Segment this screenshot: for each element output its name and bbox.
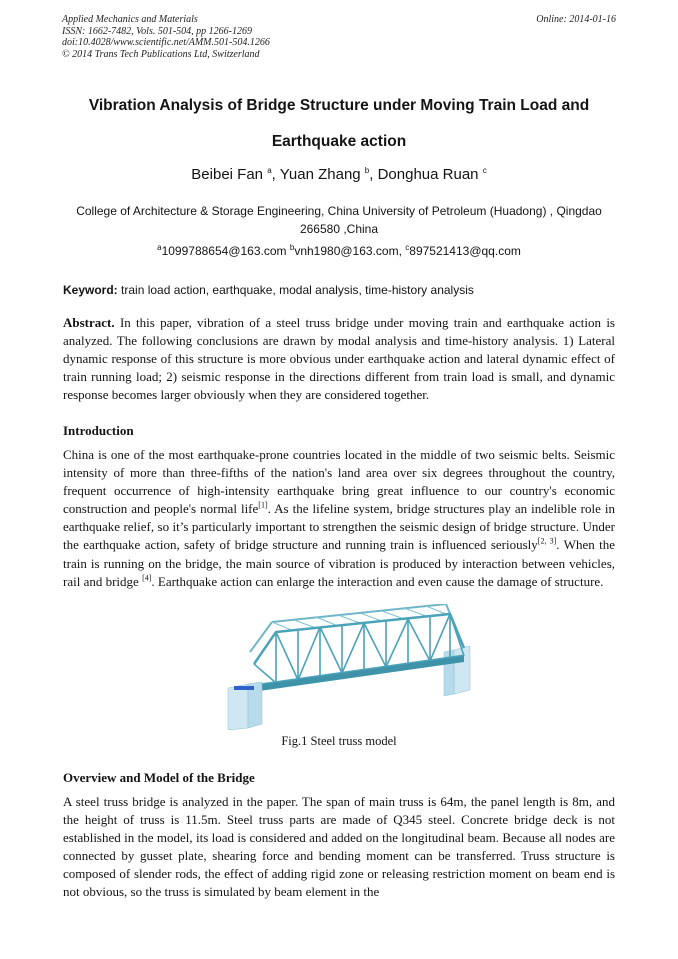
steel-truss-bridge-icon xyxy=(214,604,472,730)
author-list: Beibei Fan $^a$, Yuan Zhang $^b$, Donghua Ruan $^c$ xyxy=(191,166,487,183)
affiliation: College of Architecture & Storage Engineering, China University of Petroleum (Huadong) , Qingdao 266580 ,China xyxy=(76,204,602,236)
issn-line: ISSN: 1662-7482, Vols. 501-504, pp 1266-1269 xyxy=(62,25,252,37)
author-mark: a xyxy=(267,166,272,175)
steel-truss-figure xyxy=(214,604,472,730)
citation[interactable]: [2, 3] xyxy=(537,537,557,547)
figure-caption: Fig.1 Steel truss model xyxy=(281,734,397,748)
keywords-text: train load action, earthquake, modal analysis, time-history analysis xyxy=(121,283,474,297)
overview-heading: Overview and Model of the Bridge xyxy=(63,770,255,785)
keywords-label: Keyword: xyxy=(63,283,118,297)
page-header xyxy=(62,14,616,60)
abstract-text: In this paper, vibration of a steel truss bridge under moving train and earthquake action is analyzed. The following conclusions are drawn by modal analysis and time-history analysis. 1) Lateral dynamic response of this structure is more obvious under earthquake action and lateral dynamic effect of train running load; 2) seismic response in the directions different from train load is small, and dynamic response becomes larger obviously when they are considered together. xyxy=(63,315,615,403)
intro-part: . Earthquake action can enlarge the interaction and even cause the damage of structure. xyxy=(151,573,604,589)
abstract xyxy=(63,314,615,404)
email-list xyxy=(40,244,638,258)
paper-title: Vibration Analysis of Bridge Structure under Moving Train Load and Earthquake action xyxy=(88,97,590,150)
email-address[interactable]: vnh1980@163.com, xyxy=(294,244,402,258)
keywords xyxy=(63,283,615,297)
email-mark: a xyxy=(157,243,162,252)
email-address[interactable]: 1099788654@163.com xyxy=(161,244,287,258)
author-mark: c xyxy=(482,166,487,175)
introduction-heading: Introduction xyxy=(63,423,134,438)
copyright-line: © 2014 Trans Tech Publications Ltd, Switzerland xyxy=(62,48,260,60)
abstract-label: Abstract. xyxy=(63,315,115,330)
author-name: Yuan Zhang xyxy=(279,166,361,183)
author-mark: b xyxy=(364,166,370,175)
journal-name: Applied Mechanics and Materials xyxy=(62,14,198,25)
intro-part: China is one of the most earthquake-prone countries located in the middle of two seismic belts. Seismic intensity of more than three-fifths of the nation's land area over six degrees throughout the country, frequent occurrence of high-intensity earthquake bring great influence to our country's economic construction and people's normal life xyxy=(63,447,615,517)
doi-line[interactable]: doi:10.4028/www.scientific.net/AMM.501-504.1266 xyxy=(62,37,270,48)
email-address[interactable]: 897521413@qq.com xyxy=(409,244,521,258)
citation[interactable]: [4] xyxy=(142,573,152,583)
author-name: Donghua Ruan xyxy=(377,166,479,183)
citation[interactable]: [1] xyxy=(258,500,268,510)
email-mark: c xyxy=(405,243,410,252)
introduction-text xyxy=(63,446,615,591)
author-name: Beibei Fan xyxy=(191,166,264,183)
online-date: Online: 2014-01-16 xyxy=(536,14,616,25)
intro-part: . As the lifeline system, bridge structures play an indelible role in earthquake relief, so it’s particularly important to strengthen the seismic design of bridge structure. Under the earthquake action, safety of bridge structure and running train is influenced seriously xyxy=(63,501,615,553)
overview-text: A steel truss bridge is analyzed in the paper. The span of main truss is 64m, the panel length is 8m, and the height of truss is 11.5m. Steel truss parts are made of Q345 steel. Concrete bridge deck is not established in the model, its load is considered and added on the longitudinal beam. Because all nodes are connected by gusset plate, shearing force and bending moment can be transferred. Truss structure is composed of slender rods, the effect of adding rigid zone or releasing restriction moment on beam end is not obvious, so the truss is simulated by beam element in the xyxy=(63,794,615,900)
email-mark: b xyxy=(289,243,295,252)
intro-part: . When the train is running on the bridge, the main source of vibration is produced by interaction between vehicles, rail and bridge xyxy=(63,537,616,589)
